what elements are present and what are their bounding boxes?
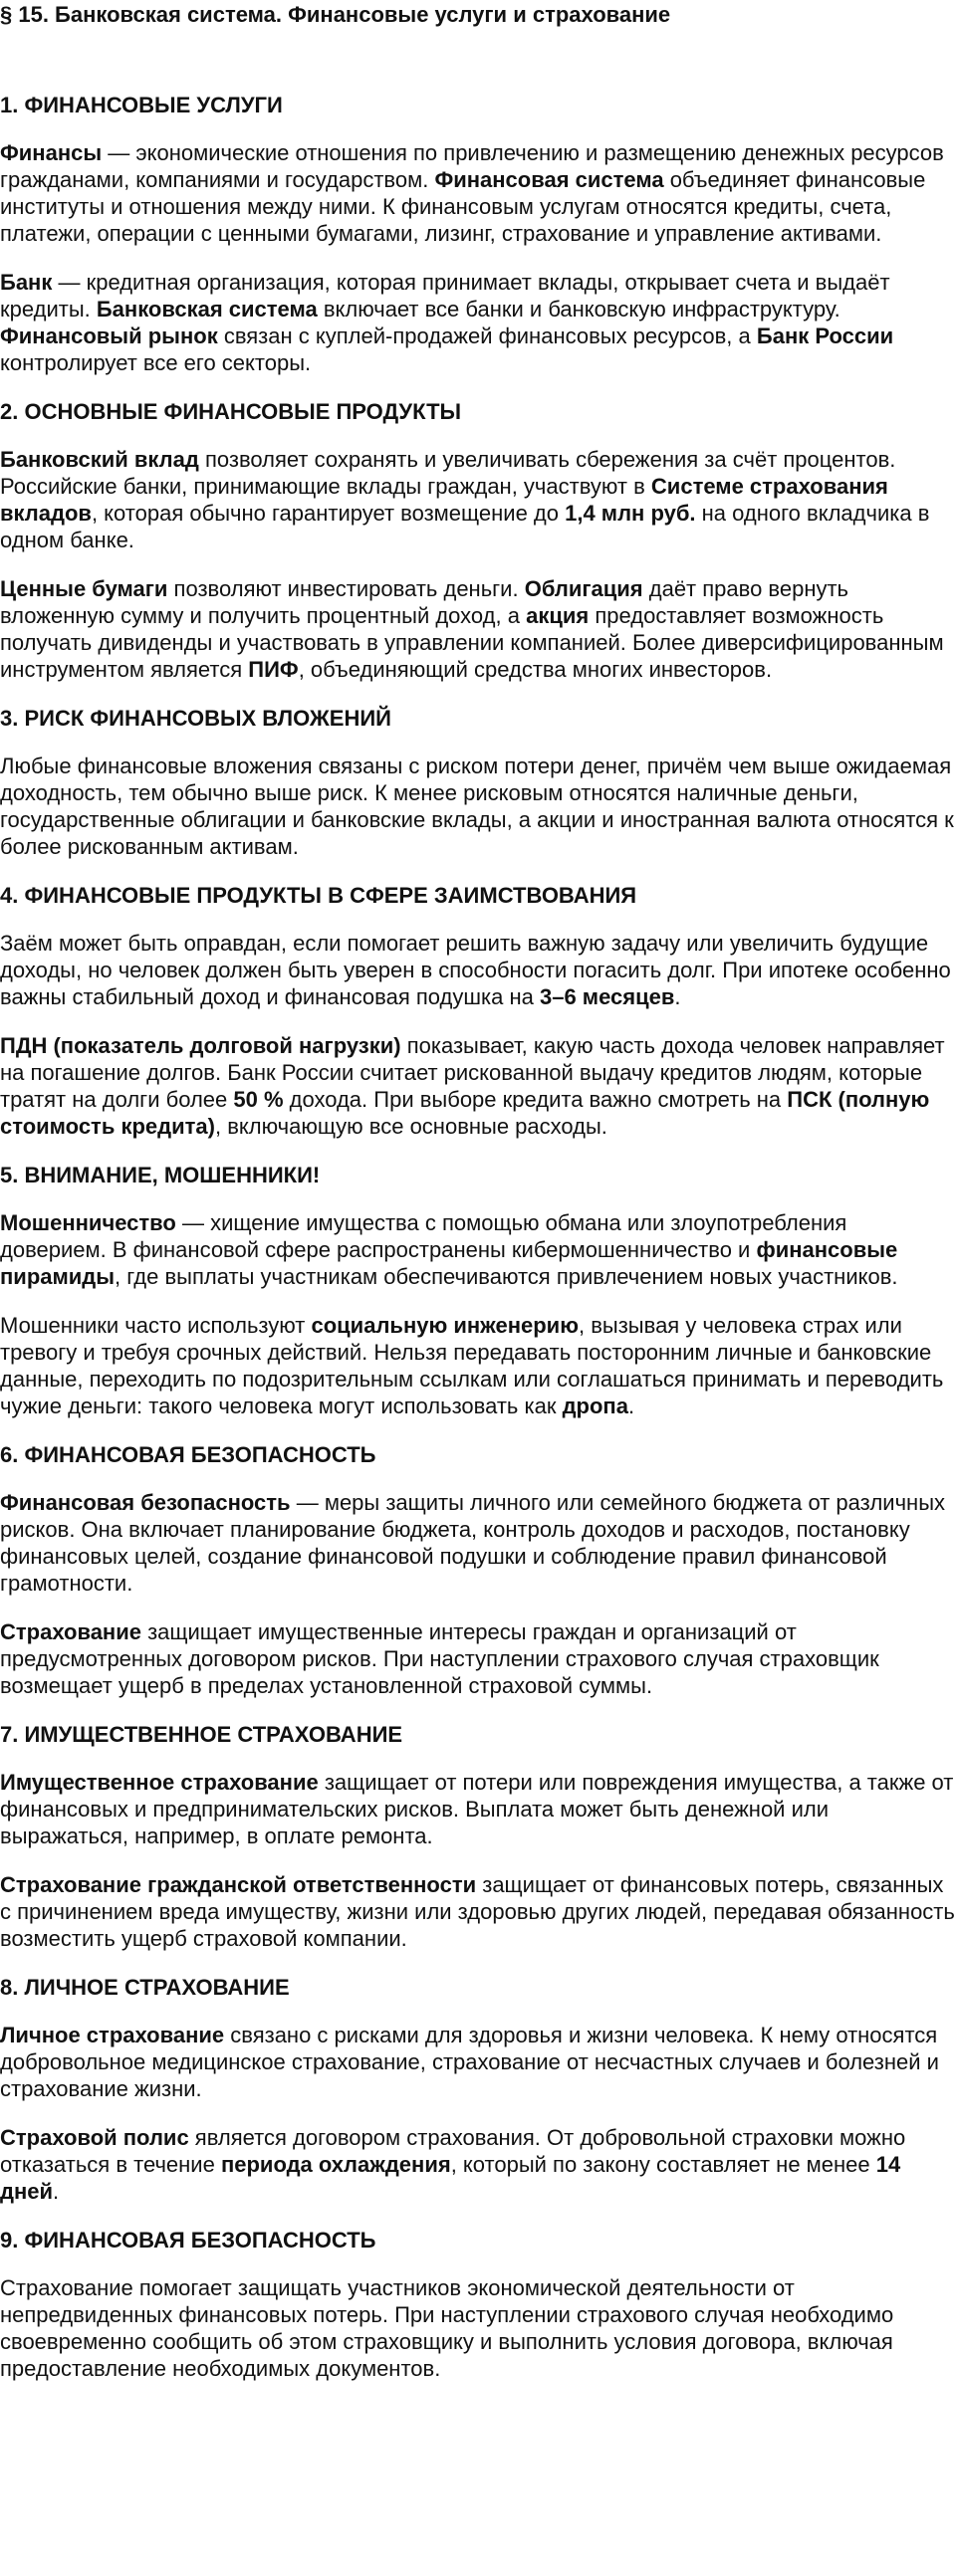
paragraph xyxy=(0,1209,958,1290)
page-title: § 15. Банковская система. Финансовые услуги и страхование xyxy=(0,2,671,27)
text-run: связан с куплей-продажей финансовых ресурсов, а xyxy=(217,323,757,348)
bold-term: ПДН (показатель долговой нагрузки) xyxy=(0,1033,401,1058)
paragraph xyxy=(0,2022,958,2102)
bold-term: Системе страхования вкладов xyxy=(0,474,888,526)
bold-term: ПИФ xyxy=(248,657,299,682)
bold-term: 1,4 млн руб. xyxy=(565,501,696,526)
bold-term: Банк России xyxy=(756,323,894,348)
bold-term: периода охлаждения xyxy=(220,2152,451,2177)
section-heading: 7. ИМУЩЕСТВЕННОЕ СТРАХОВАНИЕ xyxy=(0,1722,403,1747)
section-8 xyxy=(0,1974,958,2205)
section-7 xyxy=(0,1721,958,1952)
text-run: Любые финансовые вложения связаны с риском потери денег, причём чем выше ожидаемая доходность, тем обычно выше риск. К менее рисковым относятся наличные деньги, государственные облигации и банковские вклады, а акции и иностранная валюта относятся к более рискованным активам. xyxy=(0,753,954,859)
section-4 xyxy=(0,882,958,1140)
text-run: защищает имущественные интересы граждан и организаций от предусмотренных договором рисков. При наступлении страхового случая страховщик возмещает ущерб в пределах установленной страховой суммы. xyxy=(0,1619,879,1698)
bold-term: 14 дней xyxy=(0,2152,901,2204)
section-heading: 6. ФИНАНСОВАЯ БЕЗОПАСНОСТЬ xyxy=(0,1442,376,1467)
paragraph xyxy=(0,1032,958,1140)
paragraph xyxy=(0,1618,958,1699)
section-heading: 9. ФИНАНСОВАЯ БЕЗОПАСНОСТЬ xyxy=(0,2228,376,2253)
text-run: . xyxy=(53,2179,60,2204)
text-run: Заём может быть оправдан, если помогает решить важную задачу или увеличить будущие доходы, но человек должен быть уверен в способности погасить долг. При ипотеке особенно важны стабильный доход и финансовая подушка на xyxy=(0,931,951,1009)
bold-term: финансовые пирамиды xyxy=(0,1237,898,1289)
text-run: , где выплаты участникам обеспечиваются привлечением новых участников. xyxy=(115,1264,898,1289)
bold-term: Банковский вклад xyxy=(0,447,199,472)
section-heading: 4. ФИНАНСОВЫЕ ПРОДУКТЫ В СФЕРЕ ЗАИМСТВОВАНИЯ xyxy=(0,883,637,908)
bold-term: Ценные бумаги xyxy=(0,576,168,601)
section-6 xyxy=(0,1441,958,1699)
paragraph xyxy=(0,930,958,1010)
bold-term: Финансовая система xyxy=(434,167,664,192)
text-run: объединяет финансовые институты и отношения между ними. К финансовым услугам относятся кредиты, счета, платежи, операции с ценными бумагами, лизинг, страхование и управление активами. xyxy=(0,167,926,246)
text-run: связано с рисками для здоровья и жизни человека. К нему относятся добровольное медицинское страхование, страхование от несчастных случаев и болезней и страхование жизни. xyxy=(0,2023,939,2101)
section-5 xyxy=(0,1162,958,1419)
bold-term: Облигация xyxy=(524,576,643,601)
text-run: показывает, какую часть дохода человек направляет на погашение долгов. Банк России считает рискованной выдачу кредитов людям, которые тратят на долги более xyxy=(0,1033,945,1112)
text-run: . xyxy=(674,984,681,1009)
bold-term: акция xyxy=(526,603,590,628)
text-run: , объединяющий средства многих инвесторов. xyxy=(298,657,773,682)
text-run: защищает от потери или повреждения имущества, а также от финансовых и предпринимательских рисков. Выплата может быть денежной или выражаться, например, в оплате ремонта. xyxy=(0,1770,954,1848)
bold-term: Финансы xyxy=(0,140,103,165)
document-body xyxy=(0,92,958,2382)
text-run: контролирует все его секторы. xyxy=(0,350,312,375)
section-9 xyxy=(0,2227,958,2382)
text-run: , включающую все основные расходы. xyxy=(214,1114,607,1139)
text-run: защищает от финансовых потерь, связанных с причинением вреда имуществу, жизни или здоровью других людей, передавая обязанность возместить ущерб страховой компании. xyxy=(0,1872,955,1951)
text-run: Мошенники часто используют xyxy=(0,1313,312,1338)
section-heading: 5. ВНИМАНИЕ, МОШЕННИКИ! xyxy=(0,1163,321,1187)
text-run: является договором страхования. От добровольной страховки можно отказаться в течение xyxy=(0,2125,906,2177)
bold-term: социальную инженерию xyxy=(311,1313,579,1338)
text-run: . xyxy=(627,1394,635,1418)
bold-term: Финансовая безопасность xyxy=(0,1490,291,1515)
text-run: Страхование помогает защищать участников экономической деятельности от непредвиденных финансовых потерь. При наступлении страхового случая необходимо своевременно сообщить об этом страховщику и выполнить условия договора, включая предоставление необходимых документов. xyxy=(0,2275,894,2381)
bold-term: дропа xyxy=(562,1394,628,1418)
paragraph xyxy=(0,2274,958,2382)
text-run: — кредитная организация, которая принимает вклады, открывает счета и выдаёт кредиты. xyxy=(0,270,890,322)
section-2 xyxy=(0,398,958,683)
bold-term: Банк xyxy=(0,270,53,295)
section-heading: 8. ЛИЧНОЕ СТРАХОВАНИЕ xyxy=(0,1975,290,2000)
bold-term: Страховой полис xyxy=(0,2125,189,2150)
paragraph xyxy=(0,1312,958,1419)
section-heading: 1. ФИНАНСОВЫЕ УСЛУГИ xyxy=(0,93,283,117)
text-run: , который по закону составляет не менее xyxy=(450,2152,876,2177)
text-run: — меры защиты личного или семейного бюджета от различных рисков. Она включает планирование бюджета, контроль доходов и расходов, постановку финансовых целей, создание финансовой подушки и соблюдение правил финансовой грамотности. xyxy=(0,1490,946,1596)
bold-term: 50 % xyxy=(233,1087,284,1112)
bold-term: Мошенничество xyxy=(0,1210,176,1235)
bold-term: Страхование гражданской ответственности xyxy=(0,1872,477,1897)
paragraph xyxy=(0,446,958,553)
paragraph xyxy=(0,1769,958,1849)
text-run: включает все банки и банковскую инфраструктуру. xyxy=(317,297,840,322)
bold-term: Страхование xyxy=(0,1619,141,1644)
text-run: позволяют инвестировать деньги. xyxy=(167,576,525,601)
bold-term: ПСК (полную стоимость кредита) xyxy=(0,1087,930,1139)
paragraph xyxy=(0,269,958,376)
paragraph xyxy=(0,1871,958,1952)
text-run: даёт право вернуть вложенную сумму и получить процентный доход, а xyxy=(0,576,849,628)
bold-term: Личное страхование xyxy=(0,2023,225,2047)
text-run: — экономические отношения по привлечению и размещению денежных ресурсов гражданами, компаниями и государством. xyxy=(0,140,944,192)
section-heading: 3. РИСК ФИНАНСОВЫХ ВЛОЖЕНИЙ xyxy=(0,706,391,731)
bold-term: Финансовый рынок xyxy=(0,323,218,348)
paragraph xyxy=(0,575,958,683)
bold-term: Банковская система xyxy=(96,297,318,322)
paragraph xyxy=(0,752,958,860)
section-3 xyxy=(0,705,958,860)
paragraph xyxy=(0,139,958,247)
text-run: — хищение имущества с помощью обмана или злоупотребления доверием. В финансовой сфере распространены кибермошенничество и xyxy=(0,1210,847,1262)
text-run: дохода. При выборе кредита важно смотреть на xyxy=(283,1087,788,1112)
paragraph xyxy=(0,2124,958,2205)
text-run: предоставляет возможность получать дивиденды и участвовать в управлении компанией. Более диверсифицированным инструментом является xyxy=(0,603,944,682)
text-run: , которая обычно гарантирует возмещение до xyxy=(91,501,566,526)
bold-term: Имущественное страхование xyxy=(0,1770,319,1795)
bold-term: 3–6 месяцев xyxy=(539,984,675,1009)
section-heading: 2. ОСНОВНЫЕ ФИНАНСОВЫЕ ПРОДУКТЫ xyxy=(0,399,462,424)
paragraph xyxy=(0,1489,958,1597)
text-run: , вызывая у человека страх или тревогу и требуя срочных действий. Нельзя передавать посторонним личные и банковские данные, переходить по подозрительным ссылкам или соглашаться принимать и переводить чужие деньги: такого человека могут использовать как xyxy=(0,1313,944,1418)
text-run: на одного вкладчика в одном банке. xyxy=(0,501,930,552)
text-run: позволяет сохранять и увеличивать сбережения за счёт процентов. Российские банки, принимающие вклады граждан, участвуют в xyxy=(0,447,896,499)
section-1 xyxy=(0,92,958,376)
